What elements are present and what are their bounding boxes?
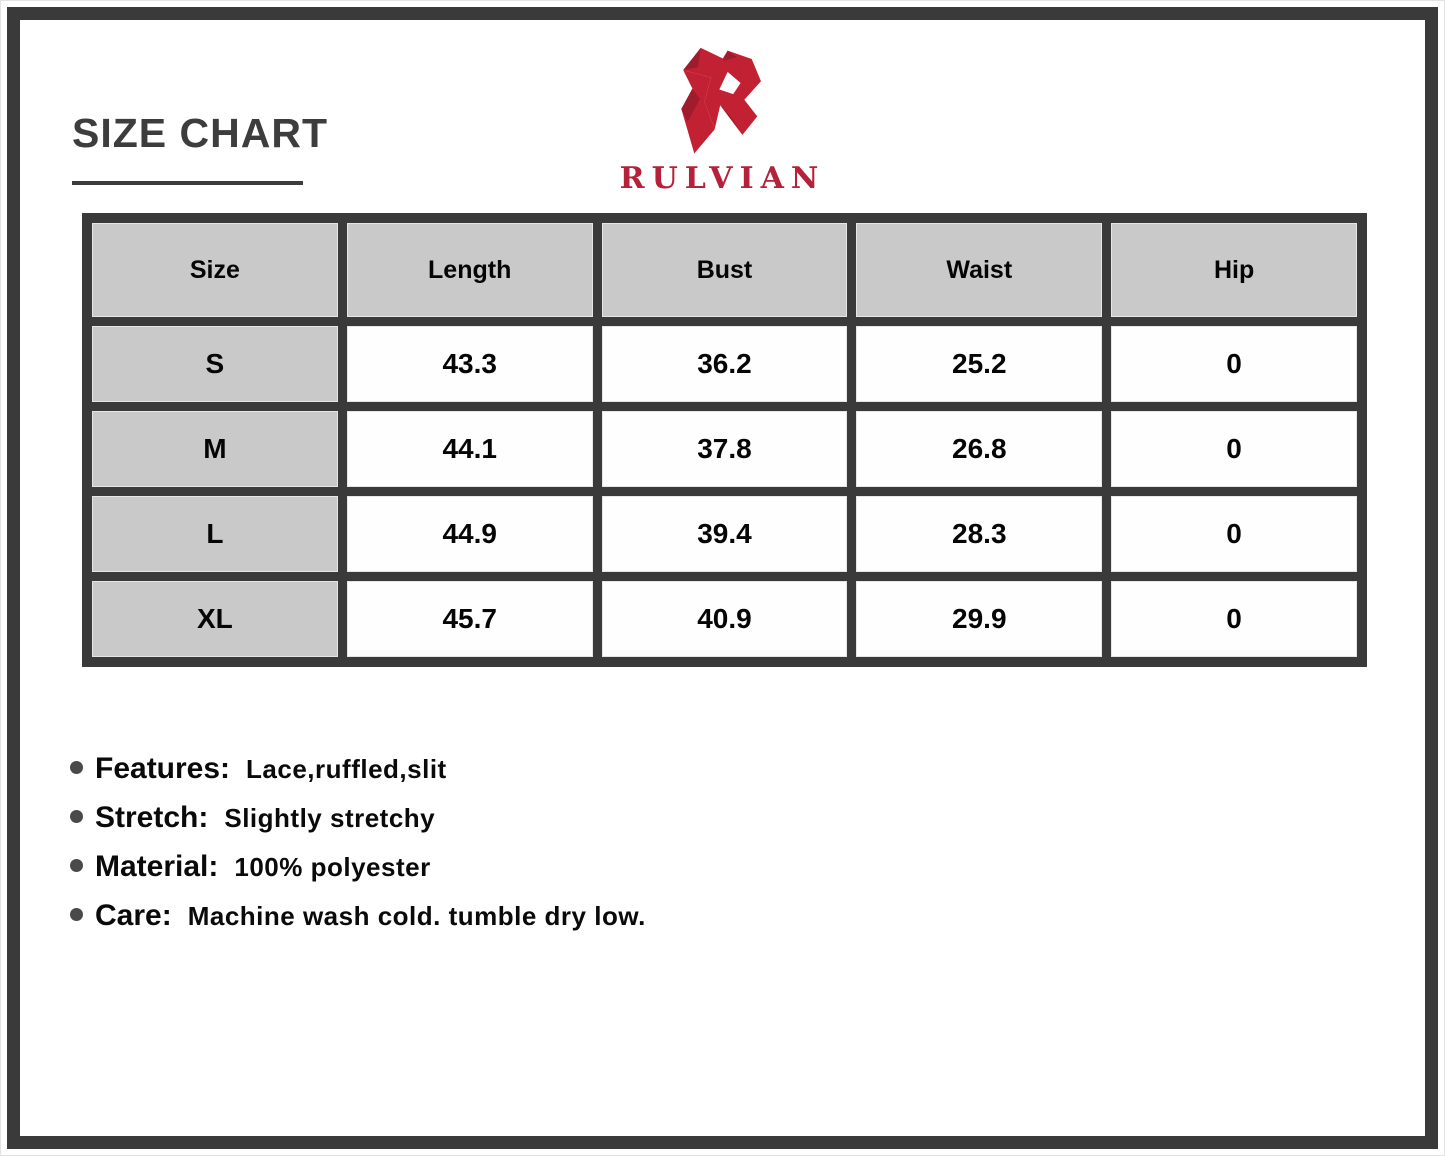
row-m-length: 44.1	[348, 412, 592, 486]
table-row	[93, 412, 1356, 486]
header-size: Size	[93, 224, 337, 316]
bullet-icon	[70, 810, 83, 823]
row-s-size: S	[93, 327, 337, 401]
list-item-material	[70, 848, 646, 886]
header-bust: Bust	[603, 224, 847, 316]
table-row	[93, 582, 1356, 656]
row-xl-hip: 0	[1112, 582, 1356, 656]
product-details-list	[70, 750, 646, 946]
row-m-bust: 37.8	[603, 412, 847, 486]
detail-value: Machine wash cold. tumble dry low.	[187, 901, 646, 931]
row-s-length: 43.3	[348, 327, 592, 401]
size-chart-table	[82, 213, 1367, 667]
header-hip: Hip	[1112, 224, 1356, 316]
detail-label: Features:	[95, 752, 231, 785]
detail-label: Material:	[95, 850, 219, 883]
row-m-waist: 26.8	[857, 412, 1101, 486]
row-xl-size: XL	[93, 582, 337, 656]
bullet-icon	[70, 761, 83, 774]
bullet-icon	[70, 859, 83, 872]
row-m-size: M	[93, 412, 337, 486]
detail-label: Stretch:	[95, 801, 209, 834]
table-header-row	[93, 224, 1356, 316]
brand-logo-block	[593, 46, 853, 196]
list-item-stretch	[70, 799, 646, 837]
row-xl-length: 45.7	[348, 582, 592, 656]
list-item-features	[70, 750, 646, 788]
table-row	[93, 497, 1356, 571]
row-l-bust: 39.4	[603, 497, 847, 571]
row-l-waist: 28.3	[857, 497, 1101, 571]
detail-value: 100% polyester	[234, 852, 431, 882]
row-m-hip: 0	[1112, 412, 1356, 486]
title-underline	[72, 181, 303, 185]
row-l-hip: 0	[1112, 497, 1356, 571]
list-item-care	[70, 897, 646, 935]
row-s-bust: 36.2	[603, 327, 847, 401]
row-l-length: 44.9	[348, 497, 592, 571]
brand-wordmark: RULVIAN	[619, 161, 826, 196]
row-xl-bust: 40.9	[603, 582, 847, 656]
page-title: SIZE CHART	[72, 110, 328, 156]
header-waist: Waist	[857, 224, 1101, 316]
row-xl-waist: 29.9	[857, 582, 1101, 656]
row-l-size: L	[93, 497, 337, 571]
header-length: Length	[348, 224, 592, 316]
row-s-waist: 25.2	[857, 327, 1101, 401]
table-row	[93, 327, 1356, 401]
bullet-icon	[70, 908, 83, 921]
detail-value: Slightly stretchy	[224, 803, 436, 833]
detail-value: Lace,ruffled,slit	[246, 754, 447, 784]
detail-label: Care:	[95, 899, 172, 932]
row-s-hip: 0	[1112, 327, 1356, 401]
rulvian-r-logo-icon	[672, 46, 774, 159]
